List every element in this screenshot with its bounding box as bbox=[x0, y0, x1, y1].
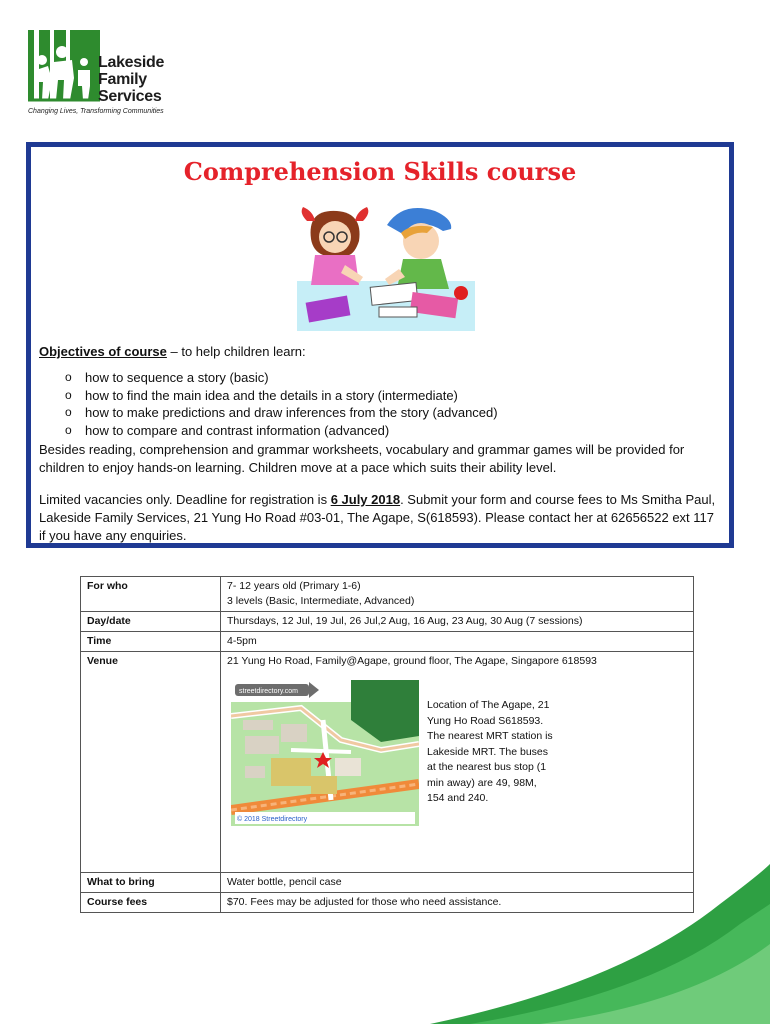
family-logo-icon bbox=[28, 30, 100, 108]
objectives-list bbox=[39, 369, 717, 439]
row-value-line: 3 levels (Basic, Intermediate, Advanced) bbox=[227, 595, 415, 607]
row-label: Day/date bbox=[81, 612, 221, 632]
logo-text bbox=[98, 54, 164, 105]
registration-text-pre: Limited vacancies only. Deadline for registration is bbox=[39, 492, 331, 507]
list-item: o how to compare and contrast information (advanced) bbox=[39, 422, 717, 440]
row-label: Course fees bbox=[81, 893, 221, 913]
row-value-line: 7- 12 years old (Primary 1-6) bbox=[227, 580, 361, 592]
row-label: Time bbox=[81, 632, 221, 652]
course-details-table bbox=[80, 576, 694, 913]
table-row bbox=[81, 612, 694, 632]
row-label: For who bbox=[81, 577, 221, 612]
green-swoosh-decoration-icon bbox=[0, 864, 770, 1024]
children-studying-illustration-icon bbox=[293, 203, 477, 333]
row-value: Water bottle, pencil case bbox=[221, 873, 694, 893]
objectives-intro: – to help children learn: bbox=[166, 344, 306, 359]
row-value: 4-5pm bbox=[221, 632, 694, 652]
venue-map bbox=[231, 680, 419, 826]
registration-deadline: 6 July 2018 bbox=[330, 492, 401, 507]
logo-tagline: Changing Lives, Transforming Communities bbox=[28, 108, 164, 115]
row-label: What to bring bbox=[81, 873, 221, 893]
objectives-intro-line bbox=[39, 343, 717, 361]
list-item: o how to find the main idea and the details in a story (intermediate) bbox=[39, 387, 717, 405]
course-info-box bbox=[26, 142, 734, 548]
list-item: o how to sequence a story (basic) bbox=[39, 369, 717, 387]
registration-paragraph bbox=[39, 491, 717, 545]
street-map-icon bbox=[231, 680, 419, 826]
row-value bbox=[221, 577, 694, 612]
list-item: o how to make predictions and draw inferences from the story (advanced) bbox=[39, 404, 717, 422]
map-brand-label: streetdirectory.com bbox=[239, 688, 298, 695]
row-value-venue bbox=[221, 652, 694, 873]
table-row bbox=[81, 652, 694, 873]
objectives-heading: Objectives of course bbox=[39, 344, 167, 359]
venue-directions-note: Location of The Agape, 21 Yung Ho Road S618593. The nearest MRT station is Lakeside MRT. The buses at the nearest bus stop (1 min away) are 49, 98M, 154 and 240. bbox=[427, 699, 553, 804]
row-value: $70. Fees may be adjusted for those who need assistance. bbox=[221, 893, 694, 913]
row-value: 21 Yung Ho Road, Family@Agape, ground floor, The Agape, Singapore 618593 bbox=[227, 655, 597, 667]
map-copyright: © 2018 Streetdirectory bbox=[237, 816, 308, 823]
besides-paragraph: Besides reading, comprehension and grammar worksheets, vocabulary and grammar games will be provided for children to enjoy hands-on learning. Children move at a pace which suits their ability level. bbox=[39, 442, 685, 475]
row-value: Thursdays, 12 Jul, 19 Jul, 26 Jul,2 Aug, 16 Aug, 23 Aug, 30 Aug (7 sessions) bbox=[221, 612, 694, 632]
registration-text-post: . Submit your form and course fees to Ms Smitha Paul, Lakeside Family Services, 21 Yung Ho Road #03-01, The Agape, S(618593). Please contact her at 62656522 ext 117 if you have any enquiries. bbox=[39, 492, 716, 543]
objectives-section bbox=[39, 343, 717, 439]
course-title: Comprehension Skills course bbox=[183, 157, 577, 186]
table-row bbox=[81, 632, 694, 652]
row-label: Venue bbox=[81, 652, 221, 873]
logo-line-3: Services bbox=[98, 88, 162, 105]
logo-line-1: Lakeside bbox=[98, 54, 165, 71]
logo-line-2: Family bbox=[98, 71, 147, 88]
organization-logo bbox=[26, 28, 176, 120]
table-row bbox=[81, 577, 694, 612]
